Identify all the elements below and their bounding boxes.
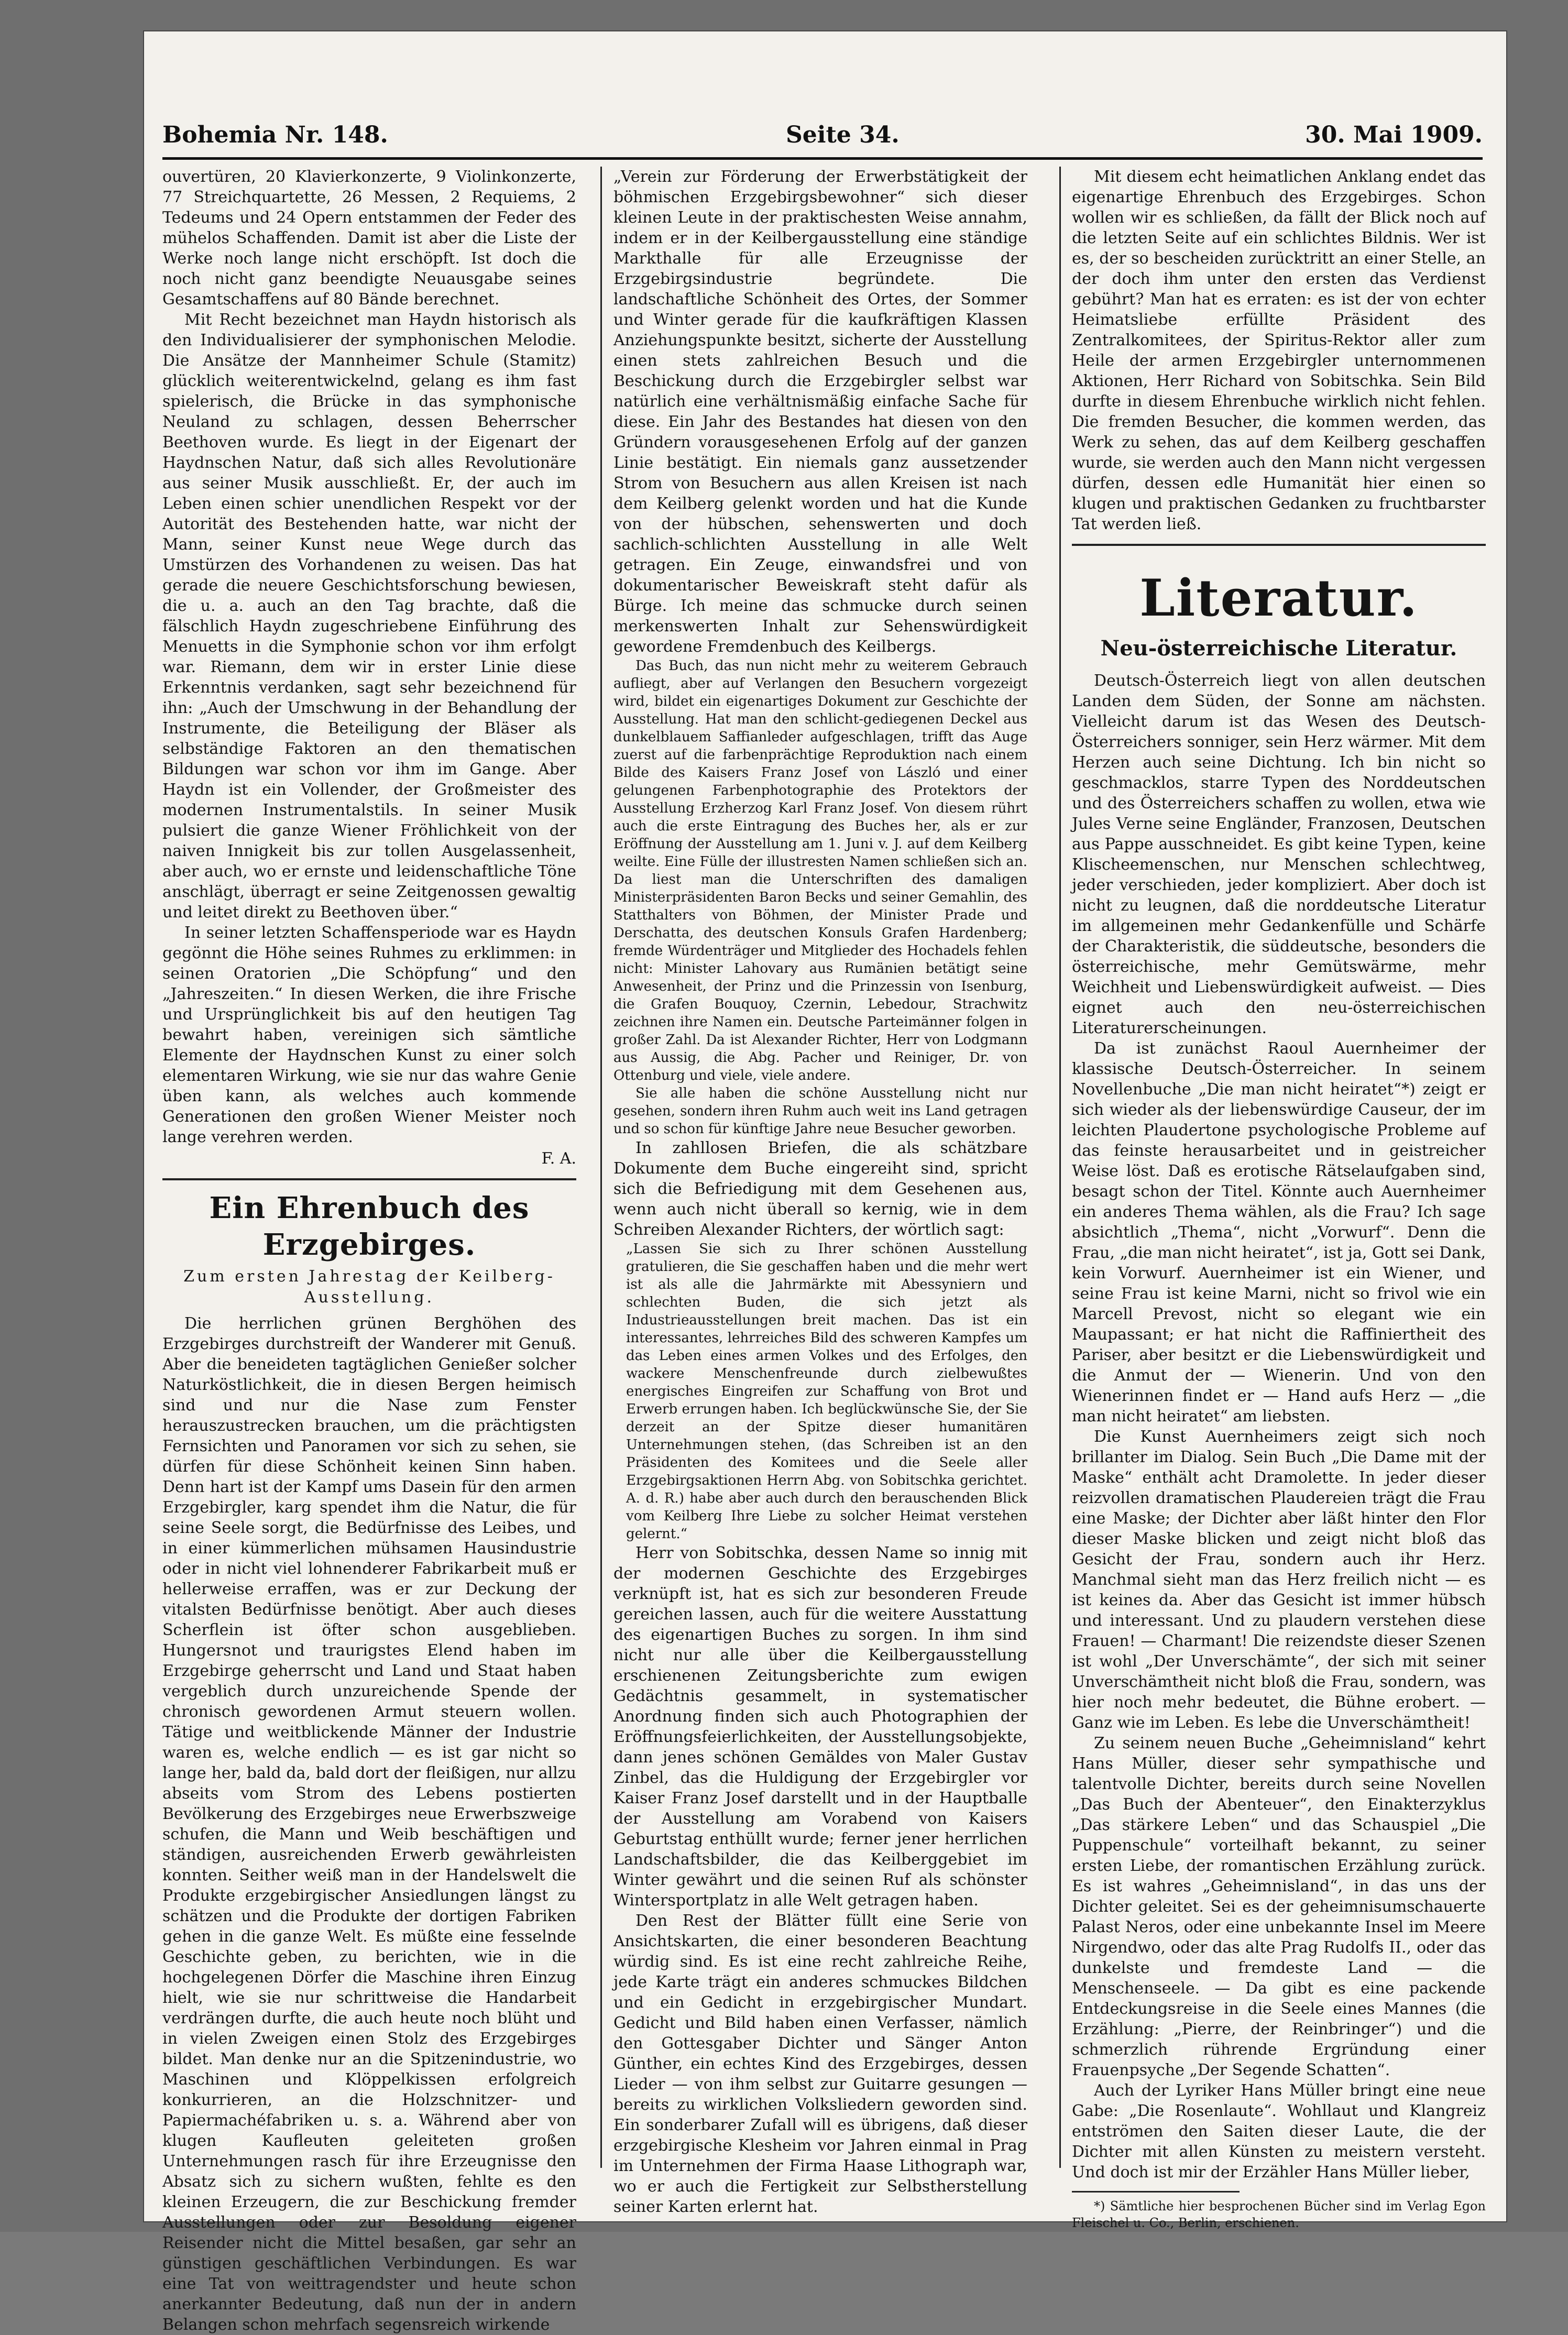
header-rule xyxy=(162,157,1483,160)
paragraph: Den Rest der Blätter füllt eine Serie von Ansichtskarten, die einer besonderen Beachtung würdig sind. Es ist eine recht zahlreiche Reihe, jede Karte trägt ein anderes schmuckes Bildchen und ein Gedicht in erzgebirgischer Mundart. Gedicht und Bild haben einen Verfasser, nämlich den Gottesgaber Dichter und Sänger Anton Günther, ein echtes Kind des Erzgebirges, dessen Lieder — von ihm selbst zur Guitarre gesungen — bereits zu wirklichen Volksliedern geworden sind. Ein sonderbarer Zufall will es übrigens, daß dieser erzgebirgische Klesheim vor Jahren einmal in Prag im Unternehmen der Firma Haase Lithograph war, wo er auch die Fertigkeit zur Selbstherstellung seiner Karten erlernt hat. xyxy=(613,1912,1027,2216)
paragraph: Das Buch, das nun nicht mehr zu weiterem Gebrauch aufliegt, aber auf Verlangen den Besuchern vorgezeigt wird, bildet ein eigenartiges Dokument zur Geschichte der Ausstellung. Hat man den schlicht-gediegenen Deckel aus dunkelblauem Saffianleder aufgeschlagen, trifft das Auge zuerst auf die farbenprächtige Reproduktion nach einem Bilde des Kaisers Franz Josef von László und einer gelungenen Farbenphotographie des Protektors der Ausstellung Erzherzog Karl Franz Josef. Von diesem rührt auch die erste Eintragung des Buches her, als er zur Eröffnung der Ausstellung am 1. Juni v. J. auf dem Keilberg weilte. Eine Fülle der illustresten Namen schließen sich an. Da liest man die Unterschriften des damaligen Ministerpräsidenten Baron Becks und seiner Gemahlin, des Statthalters von Böhmen, der Minister Prade und Derschatta, des deutschen Konsuls Grafen Hardenberg; fremde Würdenträger und Mitglieder des Hochadels fehlen nicht: Minister Lahovary aus Rumänien betätigt seine Anwesenheit, der Prinz und die Prinzessin von Isenburg, die Grafen Bouquoy, Czernin, Lebedour, Strachwitz zeichnen ihre Namen ein. Deutsche Parteimänner folgen in großer Zahl. Da ist Alexander Richter, Herr von Lodgmann aus Aussig, die Abg. Pacher und Reiniger, Dr. von Ottenburg und viele, viele andere. xyxy=(613,658,1027,1083)
footnote-rule xyxy=(1072,2191,1240,2193)
paragraph: Sie alle haben die schöne Ausstellung nicht nur gesehen, sondern ihren Ruhm auch weit ins Land getragen und so schon für künftige Jahre neue Besucher geworben. xyxy=(613,1086,1027,1137)
header-date: 30. Mai 1909. xyxy=(1305,122,1483,148)
section-rule xyxy=(1072,544,1486,546)
quote-text: „Lassen Sie sich zu Ihrer schönen Ausstellung gratulieren, die Sie geschaffen haben und die mehr wert ist als alle die Jahrmärkte mit Abessyniern und schlechten Buden, die sich jetzt als Industrieausstellungen breit machen. Das ist ein interessantes, lehrreiches Bild des schweren Kampfes um das Leben eines armen Volkes und des Erfolges, den wackere Menschenfreunde durch zielbewußtes energisches Eingreifen zur Schaffung von Brot und Erwerb errungen haben. Ich beglückwünsche Sie, der Sie derzeit an der Spitze dieser humanitären Unternehmungen stehen, (das Schreiben ist an den Präsidenten des Komitees und die Seele aller Erzgebirgsaktionen Herrn Abg. von Sobitschka gerichtet. A. d. R.) habe aber auch durch den berauschenden Blick vom Keilberg Ihre Liebe zu solcher Heimat verstehen gelernt.“ xyxy=(626,1241,1027,1542)
paragraph: „Verein zur Förderung der Erwerbstätigkeit der böhmischen Erzgebirgsbewohner“ sich dieser kleinen Leute in der praktischesten Weise annahm, indem er in der Keilbergausstellung eine ständige Markthalle für alle Erzeugnisse der Erzgebirgsindustrie begründete. Die landschaftliche Schönheit des Ortes, der Sommer und Winter gerade für die kaufkräftigen Klassen Anziehungspunkte besitzt, sicherte der Ausstellung einen stets zahlreichen Besuch und die Beschickung durch die Erzgebirgler selbst war natürlich eine verhältnismäßig einfache Sache für diese. Ein Jahr des Bestandes hat diesen von den Gründern vorausgesehenen Erfolg auf der ganzen Linie bestätigt. Ein niemals ganz aussetzender Strom von Besuchern aus allen Kreisen ist nach dem Keilberg gelenkt worden und hat die Kunde von der hübschen, sehenswerten und doch sachlich-schlichten Ausstellung in alle Welt getragen. Ein Zeuge, einwandsfrei und von dokumentarischer Beweiskraft steht dafür als Bürge. Ich meine das schmucke durch seinen merkenswerten Inhalt zur Sehenswürdigkeit gewordene Fremdenbuch des Keilbergs. xyxy=(613,168,1027,656)
paragraph: Da ist zunächst Raoul Auernheimer der klassische Deutsch-Österreicher. In seinem Novellenbuche „Die man nicht heiratet“*) zeigt er sich wieder als der liebenswürdige Causeur, der im leichten Plaudertone psychologische Probleme auf das feinste herausarbeitet und in geistreicher Weise löst. Daß es erotische Rätselaufgaben sind, besagt schon der Titel. Könnte auch Auernheimer ein anderes Thema wählen, als die Frau? Ich sage absichtlich „Thema“, nicht „Vorwurf“. Denn die Frau, „die man nicht heiratet“, ist ja, Gott sei Dank, kein Vorwurf. Auernheimer ist ein Wiener, und seine Frau ist keine Marni, nicht so frivol wie ein Marcell Prevost, nicht so elegant wie ein Maupassant; er hat nicht die Raffiniertheit des Pariser, aber besitzt er die Liebenswürdigkeit und die Anmut der — Wienerin. Und von den Wienerinnen findet er — Hand aufs Herz — „die man nicht heiratet“ am liebsten. xyxy=(1072,1039,1486,1426)
paragraph: Mit Recht bezeichnet man Haydn historisch als den Individualisierer der symphonischen Melodie. Die Ansätze der Mannheimer Schule (Stamitz) glücklich weiterentwickelnd, gelang es ihm fast spielerisch, die Brücke in das symphonische Neuland zu schlagen, dessen Beherrscher Beethoven wurde. Es liegt in der Eigenart der Haydnschen Natur, daß sich alles Revolutionäre aus seiner Musik ausschließt. Er, der auch im Leben einen schier unendlichen Respekt vor der Autorität des Bestehenden hatte, war nicht der Mann, seiner Kunst neue Wege durch das Umstürzen des Vorhandenen zu weisen. Das hat gerade die neuere Geschichtsforschung bewiesen, die u. a. auch an den Tag brachte, daß die fälschlich Haydn zugeschriebene Einführung des Menuetts in die Symphonie schon vor ihm erfolgt war. Riemann, dem wir in erster Linie diese Erkenntnis verdanken, sagt sehr bezeichnend für ihn: „Auch der Umschwung in der Behandlung der Instrumente, die Beteiligung der Bläser als selbständige Faktoren an den thematischen Bildungen war schon vor ihm im Gange. Aber Haydn ist ein Vollender, der Großmeister des modernen Instrumentalstils. In seiner Musik pulsiert die ganze Wiener Fröhlichkeit von der naiven Innigkeit bis zur tollen Ausgelassenheit, aber auch, wo er ernste und leidenschaftliche Töne anschlägt, überragt er seine Zeitgenossen gewaltig und leitet direkt zu Beethoven über.“ xyxy=(162,311,576,922)
article-subtitle: Zum ersten Jahrestag der Keilberg-Ausstellung. xyxy=(183,1267,555,1307)
paragraph: Mit diesem echt heimatlichen Anklang endet das eigenartige Ehrenbuch des Erzgebirges. Schon wollen wir es schließen, da fällt der Blick noch auf die letzten Seite auf ein schlichtes Bildnis. Wer ist es, der so bescheiden zurücktritt an einer Stelle, an der doch ihm unter den ersten das Verdienst gebührt? Man hat es erraten: es ist der von echter Heimatsliebe erfüllte Präsident des Zentralkomitees, der Spiritus-Rektor aller zum Heile der armen Erzgebirgler unternommenen Aktionen, Herr Richard von Sobitschka. Sein Bild durfte in diesem Ehrenbuche wirklich nicht fehlen. Die fremden Besucher, die kommen werden, das Werk zu sehen, das auf dem Keilberg geschaffen wurde, sie werden auch den Mann nicht vergessen dürfen, dessen edle Humanität hier einen so klugen und praktischen Gedanken zu fruchtbarster Tat werden ließ. xyxy=(1072,168,1486,533)
paragraph: Auch der Lyriker Hans Müller bringt eine neue Gabe: „Die Rosenlaute“. Wohllaut und Klangreiz entströmen den Saiten dieser Laute, die der Dichter mit allen Künsten zu meistern versteht. Und doch ist mir der Erzähler Hans Müller lieber, xyxy=(1072,2081,1486,2181)
paragraph: Die herrlichen grünen Berghöhen des Erzgebirges durchstreift der Wanderer mit Genuß. Aber die beneideten tagtäglichen Genießer solcher Naturköstlichkeit, die in diesen Bergen heimisch sind und nur die Nase zum Fenster herauszustrecken brauchen, um die prächtigsten Fernsichten und Panoramen vor sich zu sehen, sie dürfen für diese Schönheit keinen Sinn haben. Denn hart ist der Kampf ums Dasein für den armen Erzgebirgler, karg spendet ihm die Natur, die für seine Seele sorgt, die Bedürfnisse des Leibes, und in einer kümmerlichen mühsamen Hausindustrie oder in nicht viel lohnenderer Fabrikarbeit muß er hellerweise erraffen, was er zur Deckung der vitalsten Bedürfnisse benötigt. Aber auch dieses Scherflein ist öfter schon ausgeblieben. Hungersnot und traurigstes Elend haben im Erzgebirge geherrscht und Land und Staat haben vergeblich durch unzureichende Spende der chronisch gewordenen Armut steuern wollen. Tätige und weitblickende Männer der Industrie waren es, welche endlich — es ist gar nicht so lange her, bald da, bald dort der fleißigen, nur allzu abseits vom Strom des Lebens postierten Bevölkerung des Erzgebirges neue Erwerbszweige schufen, die Mann und Weib beschäftigen und ständigen, ausreichenden Erwerb gewährleisten konnten. Seither weiß man in der Handelswelt die Produkte erzgebirgischer Ansiedlungen längst zu schätzen und die Produkte der dortigen Fabriken gehen in die ganze Welt. Es müßte eine fesselnde Geschichte geben, zu berichten, wie in die hochgelegenen Dörfer die Maschine ihren Einzug hielt, wie sie nur schrittweise die Handarbeit verdrängen durfte, die auch heute noch blüht und in vielen Zweigen einen Stolz des Erzgebirges bildet. Man denke nur an die Spitzenindustrie, wo Maschinen und Klöppelkissen erfolgreich konkurrieren, an die Holzschnitzer- und Papiermachéfabriken u. s. a. Während aber von klugen Kaufleuten geleiteten großen Unternehmungen rasch für ihre Erzeugnisse den Absatz sich zu sichern wußten, fehlte es den kleinen Erzeugern, die zur Beschickung fremder Ausstellungen oder zur Besoldung eigener Reisender nicht die Mittel besaßen, gar sehr an günstigen geschäftlichen Verbindungen. Es war eine Tat von weittragendster und heute schon anerkannter Bedeutung, daß nun der in andern Belangen schon mehrfach segensreich wirkende xyxy=(162,1314,576,2334)
column-3 xyxy=(1072,167,1486,2230)
paragraph: Deutsch-Österreich liegt von allen deutschen Landen dem Süden, der Sonne am nächsten. Vielleicht darum ist das Wesen des Deutsch-Österreichers sonniger, sein Herz wärmer. Mit dem Herzen auch seine Dichtung. Ich bin nicht so geschmacklos, starre Typen des Norddeutschen und des Österreichers schaffen zu wollen, etwa wie Jules Verne seine Engländer, Franzosen, Deutschen aus Pappe ausschneidet. Es gibt keine Typen, keine Klischeemenschen, nur Menschen schlechtweg, jeder verschieden, jeder kompliziert. Aber doch ist nicht zu leugnen, daß die norddeutsche Literatur im allgemeinen mehr Gedankenfülle und Schärfe der Charakteristik, die süddeutsche, besonders die österreichische, mehr Gemütswärme, mehr Weichheit und Liebenswürdigkeit aufweist. — Dies eignet auch den neu-österreichischen Literaturerscheinungen. xyxy=(1072,672,1486,1037)
letter-quote xyxy=(613,1240,1027,1543)
paragraph: Die Kunst Auernheimers zeigt sich noch brillanter im Dialog. Sein Buch „Die Dame mit der Maske“ enthält acht Dramolette. In jeder dieser reizvollen dramatischen Plaudereien trägt die Frau eine Maske; der Dichter aber läßt hinter den Flor dieser Maske blicken und zeigt nicht bloß das Gesicht der Frau, sondern auch ihr Herz. Manchmal sieht man das Herz freilich nicht — es ist keines da. Aber das Gesicht ist immer hübsch und interessant. Und zu plaudern verstehen diese Frauen! — Charmant! Die reizendste dieser Szenen ist wohl „Der Unverschämte“, der sich mit seiner Unverschämtheit nicht bloß die Frau, sondern, was hier noch mehr bedeutet, die Bühne erobert. — Ganz wie im Leben. Es lebe die Unverschämtheit! xyxy=(1072,1428,1486,1732)
page-header xyxy=(162,122,1483,158)
article-title: Ein Ehrenbuch des Erzgebirges. xyxy=(209,1191,530,1262)
section-subtitle: Neu-österreichische Literatur. xyxy=(1100,636,1457,661)
paragraph: In zahllosen Briefen, die als schätzbare Dokumente dem Buche eingereiht sind, spricht sich die Befriedigung mit dem Gesehenen aus, wenn auch nicht überall so kernig, wie in dem Schreiben Alexander Richters, der wörtlich sagt: xyxy=(613,1139,1027,1239)
section-rule xyxy=(162,1178,576,1180)
paragraph: In seiner letzten Schaffensperiode war es Haydn gegönnt die Höhe seines Ruhmes zu erklimmen: in seinen Oratorien „Die Schöpfung“ und den „Jahreszeiten.“ In diesen Werken, die ihre Frische und Ursprünglichkeit bis auf den heutigen Tag bewahrt haben, vereinigen sich sämtliche Elemente der Haydnschen Kunst zu einer solch elementaren Wirkung, wie sie nur das wahre Genie üben kann, als welches auch kommende Generationen den großen Wiener Meister noch lange verehren werden. xyxy=(162,924,576,1146)
section-title: Literatur. xyxy=(1139,568,1418,628)
column-divider xyxy=(1059,167,1061,2168)
paragraph: Zu seinem neuen Buche „Geheimnisland“ kehrt Hans Müller, dieser sehr sympathische und talentvolle Dichter, bereits durch seine Novellen „Das Buch der Abenteuer“, den Einakterzyklus „Das stärkere Leben“ und das Schauspiel „Die Puppenschule“ vorteilhaft bekannt, zu seiner ersten Liebe, der romantischen Erzählung zurück. Es ist wahres „Geheimnisland“, in das uns der Dichter geleitet. Sei es der geheimnisumschauerte Palast Neros, oder eine unbekannte Insel im Meere Nirgendwo, oder das alte Prag Rudolfs II., oder das dunkelste und fremdeste Land — die Menschenseele. — Da gibt es eine packende Entdeckungsreise in die Seele eines Mannes (die Erzählung: „Pierre, der Reinbringer“) und die schmerzlich rührende Ergründung einer Frauenpsyche „Der Segende Schatten“. xyxy=(1072,1734,1486,2079)
column-2 xyxy=(613,167,1027,2216)
author-signature: F. A. xyxy=(541,1149,576,1168)
header-page-number: Seite 34. xyxy=(786,122,900,148)
paragraph: ouvertüren, 20 Klavierkonzerte, 9 Violinkonzerte, 77 Streichquartette, 26 Messen, 2 Requiems, 2 Tedeums und 24 Opern entstammen der Feder des mühelos Schaffenden. Damit ist aber die Liste der Werke noch lange nicht erschöpft. Ist doch die noch nicht ganz beendigte Neuausgabe seines Gesamtschaffens auf 80 Bände berechnet. xyxy=(162,168,576,309)
column-1 xyxy=(162,167,576,2334)
footnote: *) Sämtliche hier besprochenen Bücher sind im Verlag Egon Fleischel u. Co., Berlin, erschienen. xyxy=(1072,2199,1486,2230)
paragraph: Herr von Sobitschka, dessen Name so innig mit der modernen Geschichte des Erzgebirges verknüpft ist, hat es sich zur besonderen Freude gereichen lassen, auch für die weitere Ausstattung des eigenartigen Buches zu sorgen. In ihm sind nicht nur alle über die Keilbergausstellung erschienenen Zeitungsberichte zum ewigen Gedächtnis gesammelt, in systematischer Anordnung finden sich auch Photographien der Eröffnungsfeierlichkeiten, der Ausstellungsobjekte, dann jenes schönen Gemäldes von Maler Gustav Zinbel, das die Huldigung der Erzgebirgler vor Kaiser Franz Josef darstellt und in der Hauptballe der Ausstellung am Vorabend von Kaisers Geburtstag enthüllt wurde; ferner jener herrlichen Landschaftsbilder, die das Keilberggebiet im Winter gewährt und die seinen Ruf als schönster Wintersportplatz in alle Welt getragen haben. xyxy=(613,1544,1027,1910)
column-divider xyxy=(600,167,602,2168)
header-paper-issue: Bohemia Nr. 148. xyxy=(162,122,388,148)
